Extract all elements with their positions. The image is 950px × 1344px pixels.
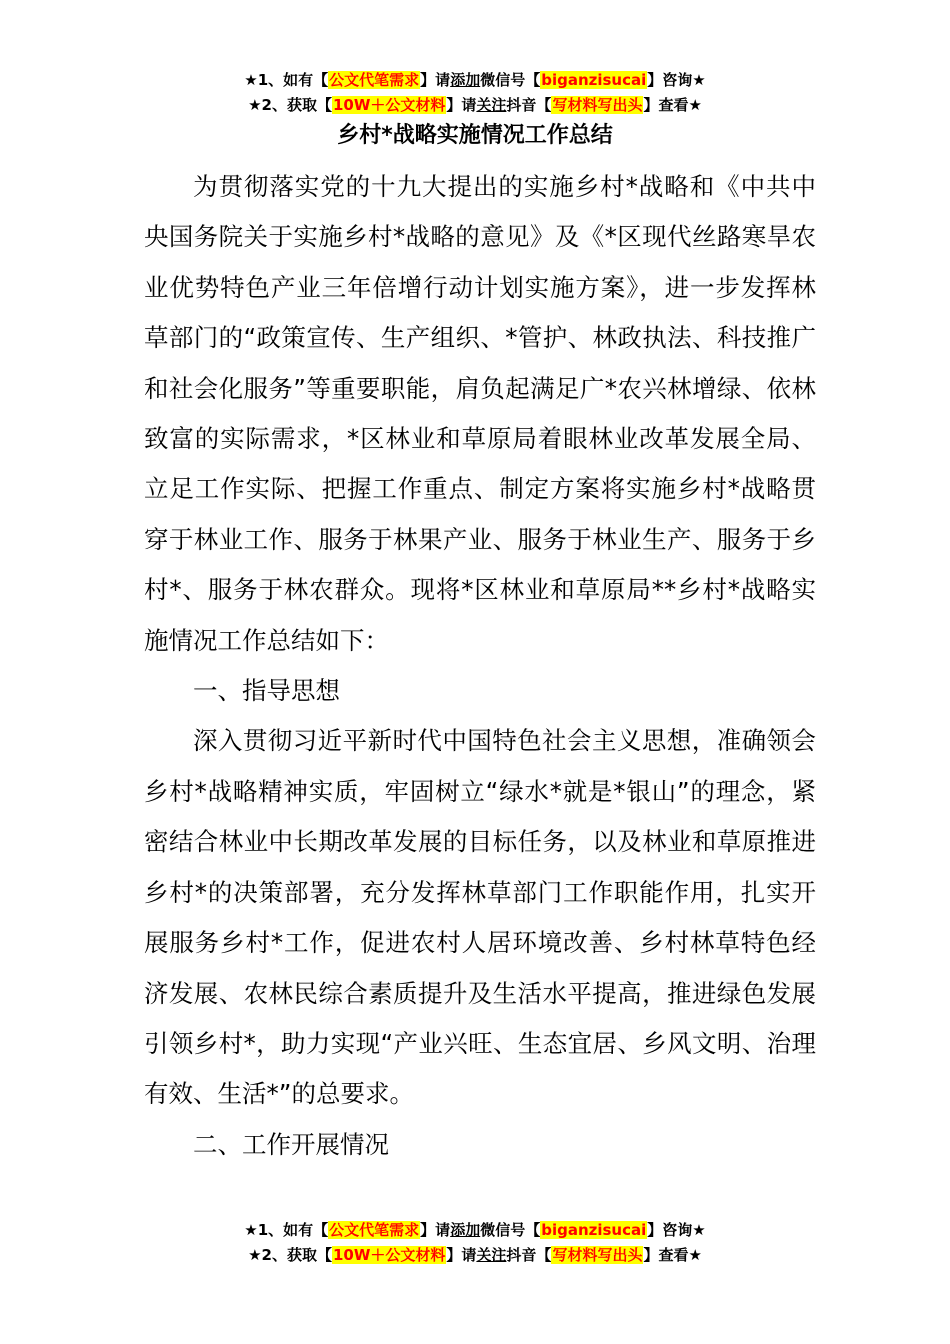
- banner-text: 】查看★: [643, 96, 702, 114]
- highlight-wechat-id: biganzisucai: [541, 1221, 647, 1239]
- highlight-service: 公文代笔需求: [329, 71, 420, 89]
- banner-text: 微信号【: [480, 1221, 541, 1239]
- banner-text-underlined: 关注: [476, 1246, 507, 1264]
- highlight-materials: 10W＋公文材料: [332, 96, 446, 114]
- header-banner: [0, 68, 950, 118]
- banner-text-underlined: 添加: [450, 1221, 481, 1239]
- banner-text: ★1、如有【: [244, 71, 329, 89]
- banner-text: 】请: [446, 96, 477, 114]
- header-banner-line-2: [0, 93, 950, 118]
- highlight-materials: 10W＋公文材料: [332, 1246, 446, 1264]
- section-heading-guiding-thought: 一、指导思想: [193, 676, 340, 706]
- banner-text-underlined: 添加: [450, 71, 481, 89]
- banner-text: 抖音【: [506, 1246, 552, 1264]
- highlight-wechat-id: biganzisucai: [541, 71, 647, 89]
- footer-banner-line-2: [0, 1243, 950, 1268]
- banner-text: ★2、获取【: [248, 96, 332, 114]
- document-title: 乡村*战略实施情况工作总结: [337, 123, 613, 148]
- intro-paragraph: 为贯彻落实党的十九大提出的实施乡村*战略和《中共中央国务院关于实施乡村*战略的意见》及《*区现代丝路寒旱农业优势特色产业三年倍增行动计划实施方案》，进一步发挥林草部门的“政策宣传、生产组织、*管护、林政执法、科技推广和社会化服务”等重要职能，肩负起满足广*农兴林增绿、依林致富的实际需求，*区林业和草原局着眼林业改革发展全局、立足工作实际、把握工作重点、制定方案将实施乡村*战略贯穿于林业工作、服务于林果产业、服务于林业生产、服务于乡村*、服务于林农群众。现将*区林业和草原局**乡村*战略实施情况工作总结如下：: [144, 172, 816, 655]
- guiding-thought-paragraph: 深入贯彻习近平新时代中国特色社会主义思想，准确领会乡村*战略精神实质，牢固树立“绿水*就是*银山”的理念，紧密结合林业中长期改革发展的目标任务，以及林业和草原推进乡村*的决策部署，充分发挥林草部门工作职能作用，扎实开展服务乡村*工作，促进农村人居环境改善、乡村林草特色经济发展、农林民综合素质提升及生活水平提高，推进绿色发展引领乡村*，助力实现“产业兴旺、生态宜居、乡风文明、治理有效、生活*”的总要求。: [144, 726, 816, 1109]
- document-body: [144, 162, 816, 1170]
- banner-text: 】请: [420, 71, 451, 89]
- banner-text: 抖音【: [506, 96, 552, 114]
- banner-text: ★2、获取【: [248, 1246, 332, 1264]
- banner-text-underlined: 关注: [476, 96, 507, 114]
- banner-text: 】咨询★: [647, 1221, 706, 1239]
- banner-text: 】请: [420, 1221, 451, 1239]
- banner-text: 微信号【: [480, 71, 541, 89]
- banner-text: 】请: [446, 1246, 477, 1264]
- header-banner-line-1: [0, 68, 950, 93]
- highlight-service: 公文代笔需求: [329, 1221, 420, 1239]
- footer-banner-line-1: [0, 1218, 950, 1243]
- banner-text: ★1、如有【: [244, 1221, 329, 1239]
- banner-text: 】咨询★: [647, 71, 706, 89]
- highlight-douyin-account: 写材料写出头: [552, 1246, 643, 1264]
- highlight-douyin-account: 写材料写出头: [552, 96, 643, 114]
- section-heading-work-progress: 二、工作开展情况: [193, 1129, 389, 1159]
- footer-banner: [0, 1218, 950, 1268]
- banner-text: 】查看★: [643, 1246, 702, 1264]
